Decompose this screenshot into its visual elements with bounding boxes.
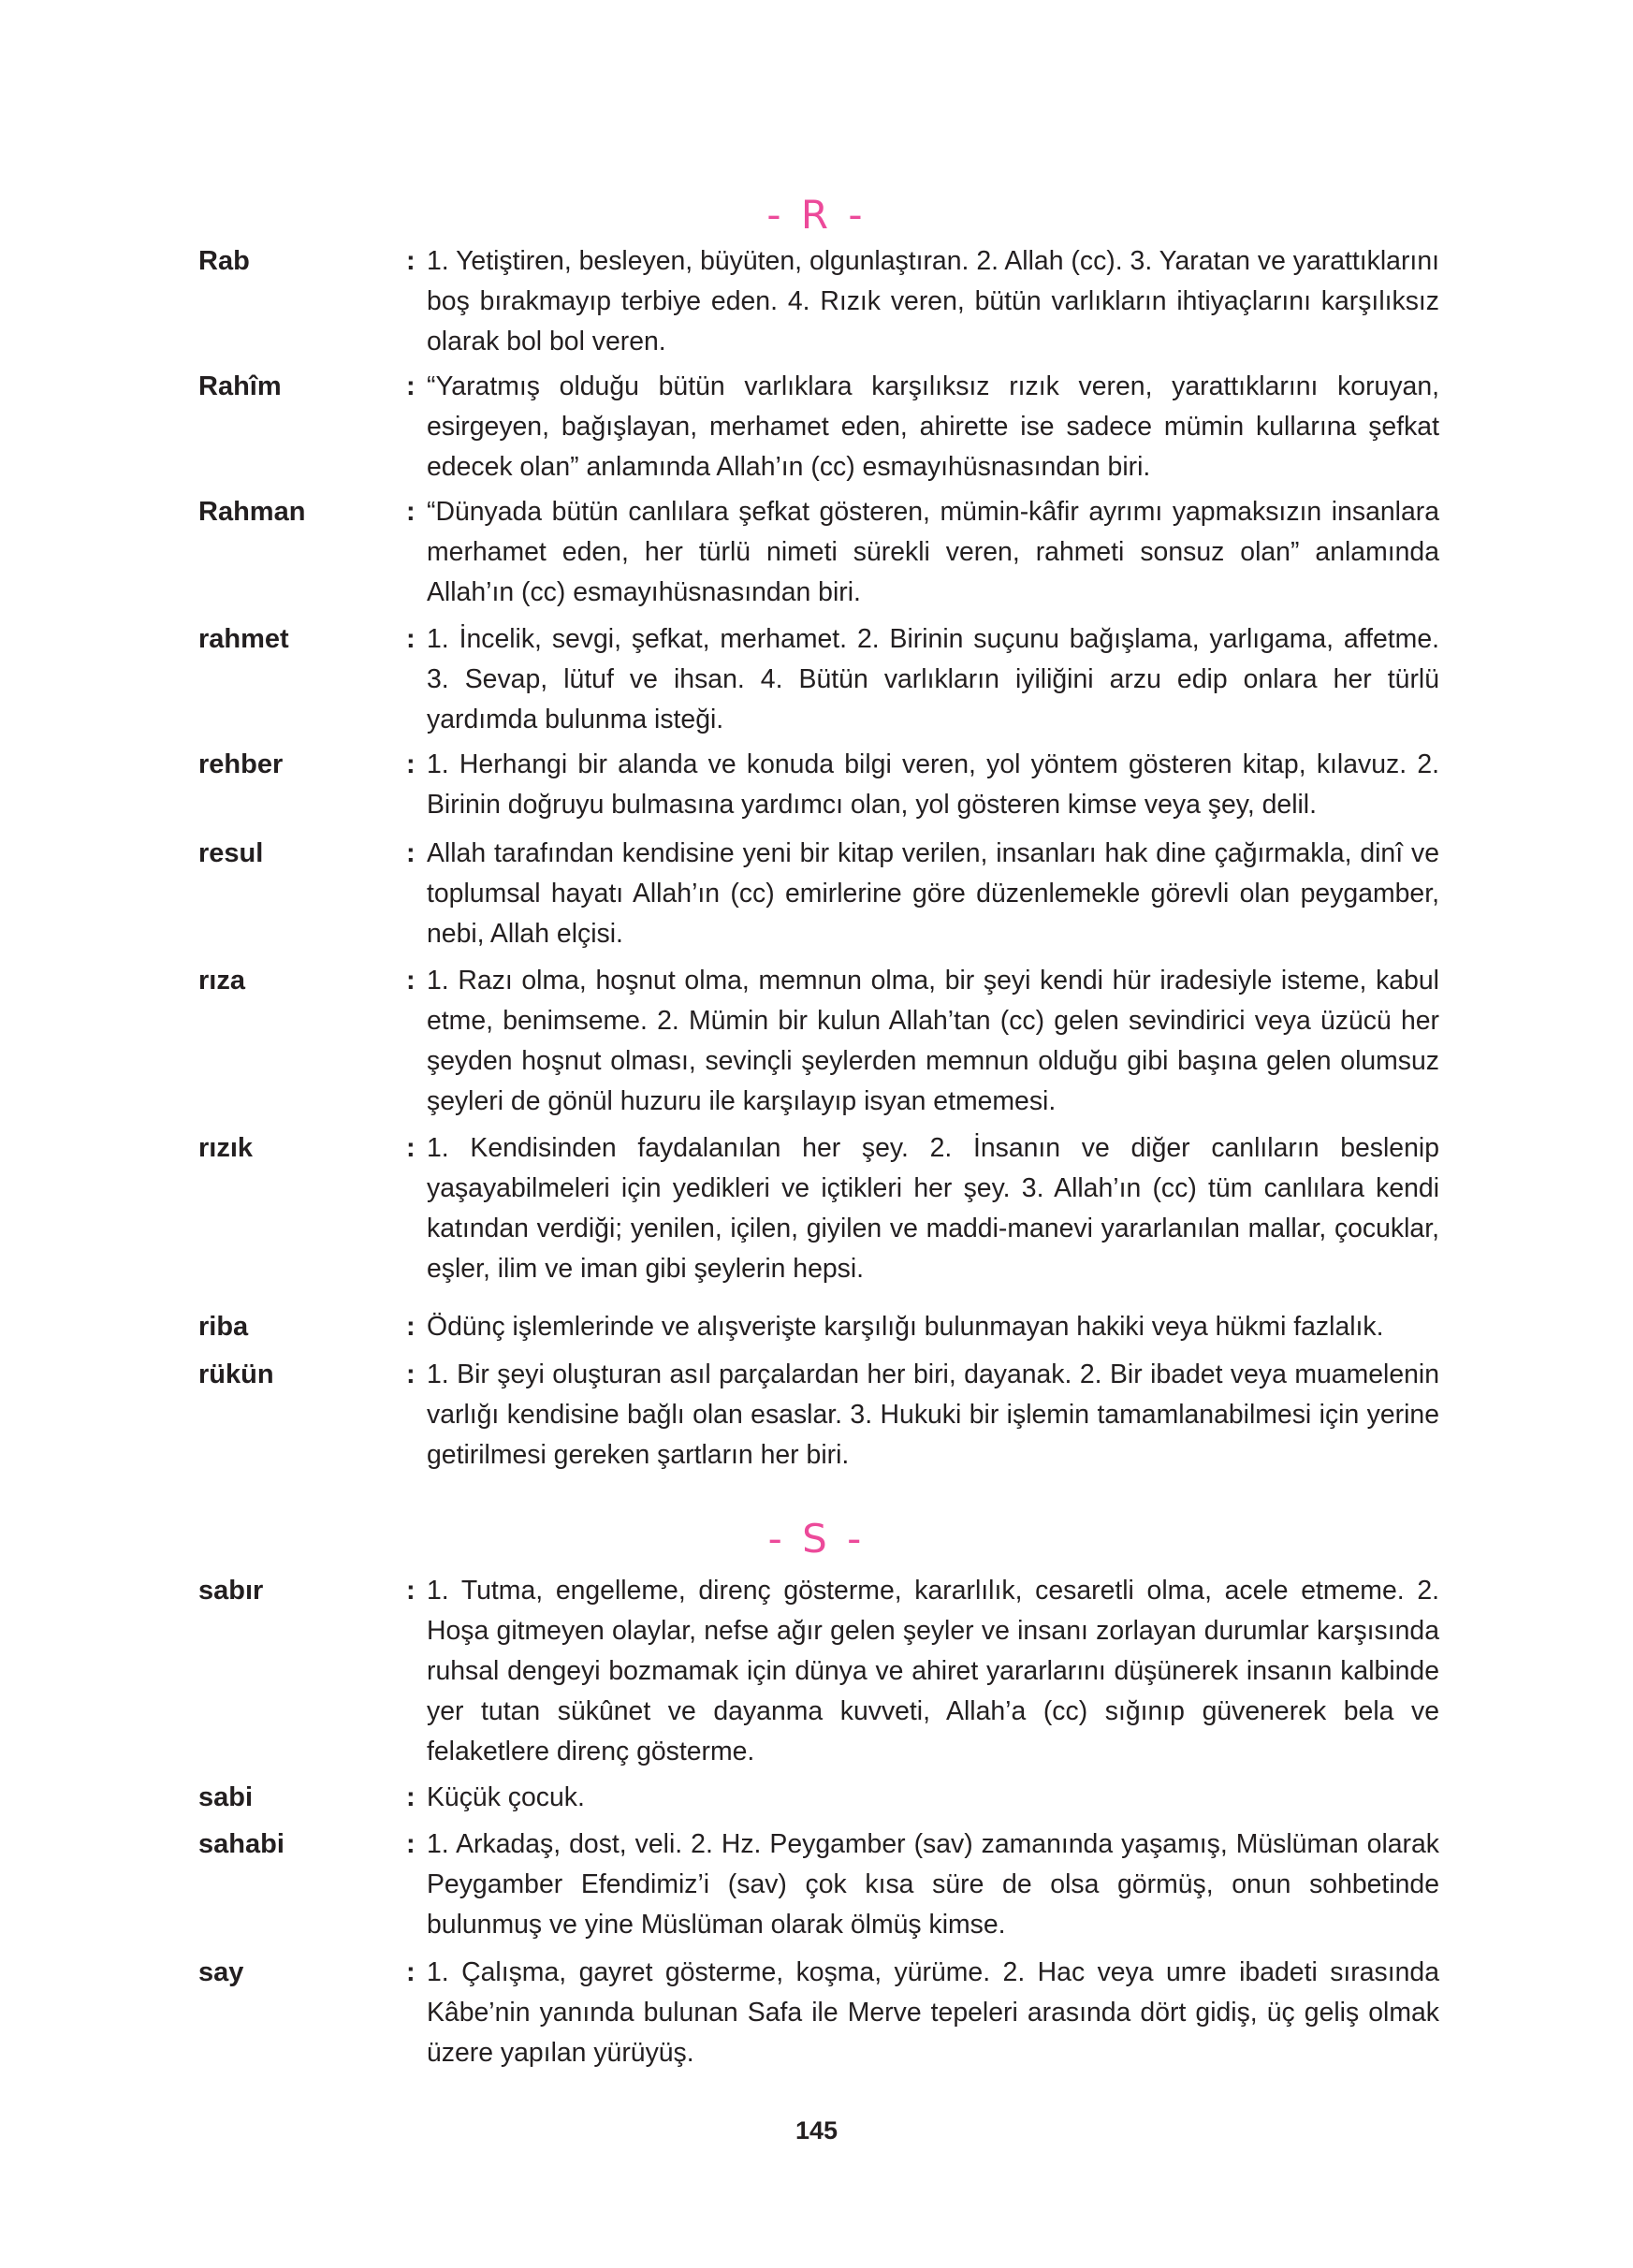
entry-colon: : bbox=[406, 371, 416, 401]
entry-definition: Allah tarafından kendisine yeni bir kitap verilen, insanları hak dine çağırmakla, dinî ve toplumsal hayatı Allah’ın (cc) emirlerine göre düzenlemekle görevli olan peygamber, nebi, Allah elçisi. bbox=[427, 838, 1439, 949]
entry-term: sabır bbox=[198, 1576, 264, 1606]
entry-colon: : bbox=[406, 966, 416, 996]
entry-definition: 1. Bir şeyi oluşturan asıl parçalardan her biri, dayanak. 2. Bir ibadet veya muamelenin varlığı kendisine bağlı olan esaslar. 3. Hukuki bir işlemin tamamlanabilmesi için yerine getirilmesi gereken şartların her biri. bbox=[427, 1359, 1439, 1470]
entry-colon: : bbox=[406, 749, 416, 779]
entry-colon: : bbox=[406, 1312, 416, 1342]
entry-definition: “Yaratmış olduğu bütün varlıklara karşılıksız rızık veren, yarattıklarını koruyan, esirgeyen, bağışlayan, merhamet eden, ahirette ise sadece mümin kullarına şefkat edecek olan” anlamında Allah’ın (cc) esmayıhüsnasından biri. bbox=[427, 371, 1439, 482]
entry-definition: 1. Çalışma, gayret gösterme, koşma, yürüme. 2. Hac veya umre ibadeti sırasında Kâbe’nin yanında bulunan Safa ile Merve tepeleri arasında dört gidiş, üç geliş olmak üzere yapılan yürüyüş. bbox=[427, 1957, 1439, 2068]
entry-term: Rab bbox=[198, 246, 250, 276]
entry-colon: : bbox=[406, 246, 416, 276]
entry-term: resul bbox=[198, 838, 264, 868]
entry-colon: : bbox=[406, 1576, 416, 1606]
entry-term: rıza bbox=[198, 966, 245, 996]
entry-colon: : bbox=[406, 1359, 416, 1389]
entry-colon: : bbox=[406, 1133, 416, 1163]
entry-definition: Ödünç işlemlerinde ve alışverişte karşılığı bulunmayan hakiki veya hükmi fazlalık. bbox=[427, 1312, 1384, 1342]
entry-definition: Küçük çocuk. bbox=[427, 1782, 585, 1812]
entry-colon: : bbox=[406, 1782, 416, 1812]
entry-definition: 1. Razı olma, hoşnut olma, memnun olma, bir şeyi kendi hür iradesiyle isteme, kabul etme, benimseme. 2. Mümin bir kulun Allah’tan (cc) gelen sevindirici veya üzücü her şeyden hoşnut olması, sevinçli şeylerden memnun olduğu gibi başına gelen olumsuz şeyleri de gönül huzuru ile karşılayıp isyan etmemesi. bbox=[427, 966, 1439, 1116]
entry-term: riba bbox=[198, 1312, 249, 1342]
entry-term: say bbox=[198, 1957, 244, 1987]
entry-definition: “Dünyada bütün canlılara şefkat gösteren, mümin-kâfir ayrımı yapmaksızın insanlara merhamet eden, her türlü nimeti sürekli veren, rahmeti sonsuz olan” anlamında Allah’ın (cc) esmayıhüsnasından biri. bbox=[427, 497, 1439, 607]
entry-definition: 1. Tutma, engelleme, direnç gösterme, kararlılık, cesaretli olma, acele etmeme. 2. Hoşa gitmeyen olaylar, nefse ağır gelen şeyler ve insanı zorlayan durumlar karşısında ruhsal dengeyi bozmamak için dünya ve ahiret yararlarını düşünerek insanın kalbinde yer tutan sükûnet ve dayanma kuvveti, Allah’a (cc) sığınıp güvenerek bela ve felaketlere direnç gösterme. bbox=[427, 1576, 1439, 1766]
entry-term: Rahman bbox=[198, 497, 306, 527]
entry-colon: : bbox=[406, 838, 416, 868]
entry-term: Rahîm bbox=[198, 371, 282, 401]
entry-definition: 1. Herhangi bir alanda ve konuda bilgi veren, yol yöntem gösteren kitap, kılavuz. 2. Birinin doğruyu bulmasına yardımcı olan, yol gösteren kimse veya şey, delil. bbox=[427, 749, 1439, 820]
entry-definition: 1. Yetiştiren, besleyen, büyüten, olgunlaştıran. 2. Allah (cc). 3. Yaratan ve yarattıklarını boş bırakmayıp terbiye eden. 4. Rızık veren, bütün varlıkların ihtiyaçlarını karşılıksız olarak bol bol veren. bbox=[427, 246, 1439, 356]
entry-term: rükün bbox=[198, 1359, 274, 1389]
entry-term: sabi bbox=[198, 1782, 254, 1812]
entry-term: rahmet bbox=[198, 624, 289, 654]
entry-colon: : bbox=[406, 624, 416, 654]
entry-colon: : bbox=[406, 497, 416, 527]
entry-definition: 1. Kendisinden faydalanılan her şey. 2. İnsanın ve diğer canlıların beslenip yaşayabilmeleri için yedikleri ve içtikleri her şey. 3. Allah’ın (cc) tüm canlılara kendi katından verdiği; yenilen, içilen, giyilen ve maddi-manevi yararlanılan mallar, çocuklar, eşler, ilim ve iman gibi şeylerin hepsi. bbox=[427, 1133, 1439, 1284]
entry-colon: : bbox=[406, 1829, 416, 1859]
entry-definition: 1. Arkadaş, dost, veli. 2. Hz. Peygamber (sav) zamanında yaşamış, Müslüman olarak Peygamber Efendimiz’i (sav) çok kısa süre de olsa görmüş, onun sohbetinde bulunmuş ve yine Müslüman olarak ölmüş kimse. bbox=[427, 1829, 1439, 1940]
entry-term: rızık bbox=[198, 1133, 254, 1163]
entry-term: rehber bbox=[198, 749, 284, 779]
section-heading-s: - S - bbox=[767, 1516, 866, 1562]
entry-term: sahabi bbox=[198, 1829, 284, 1859]
entry-definition: 1. İncelik, sevgi, şefkat, merhamet. 2. Birinin suçunu bağışlama, yarlıgama, affetme. 3. Sevap, lütuf ve ihsan. 4. Bütün varlıkların iyiliğini arzu edip onlara her türlü yardımda bulunma isteği. bbox=[427, 624, 1439, 734]
page-number: 145 bbox=[795, 2116, 838, 2144]
entry-colon: : bbox=[406, 1957, 416, 1987]
section-heading-r: - R - bbox=[766, 192, 867, 238]
